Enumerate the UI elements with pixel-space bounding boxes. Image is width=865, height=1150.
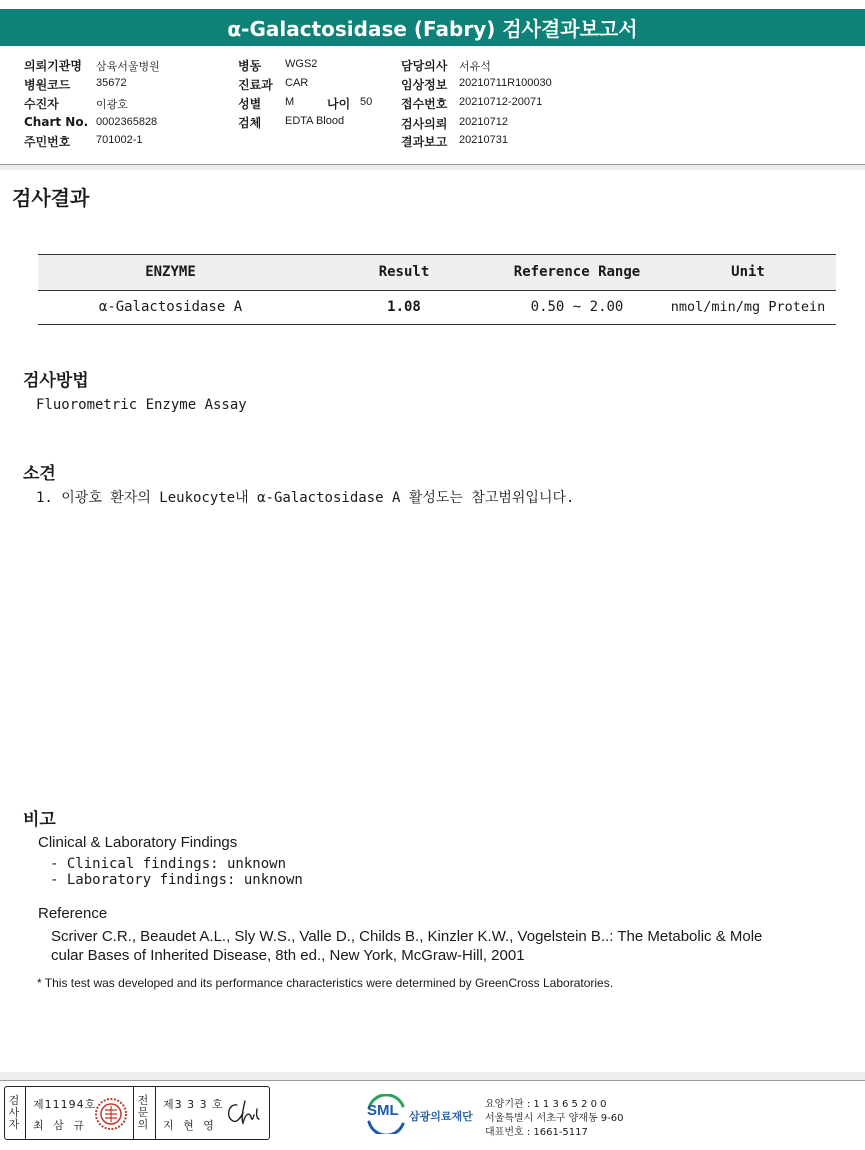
results-heading: 검사결과: [12, 186, 90, 210]
specialist-label: 전 문 의: [137, 1094, 149, 1131]
age-value: 50: [360, 96, 373, 108]
specialist-license: 제3 3 3 호: [163, 1098, 224, 1111]
sml-name: 삼광의료재단: [409, 1110, 473, 1123]
laboratory-findings-line: - Laboratory findings: unknown: [50, 872, 303, 888]
accession-label: 접수번호: [401, 97, 448, 111]
sml-logo-text: SML: [367, 1102, 399, 1119]
age-label: 나이: [327, 97, 351, 111]
findings-text: 1. 이광호 환자의 Leukocyte내 α-Galactosidase A 활성도는 참고범위입니다.: [36, 490, 575, 506]
reference-line-2: cular Bases of Inherited Disease, 8th ed., New York, McGraw-Hill, 2001: [51, 947, 525, 964]
dept-value: CAR: [285, 77, 309, 89]
footer-divider: [0, 1080, 865, 1081]
institution-value: 삼육서울병원: [96, 61, 160, 73]
sml-address: 서울특별시 서초구 양재동 9-60: [485, 1113, 624, 1124]
cell-enzyme: α-Galactosidase A: [98, 299, 243, 315]
sml-code: 요양기관 : 1 1 3 6 5 2 0 0: [485, 1099, 607, 1110]
dept-label: 진료과: [238, 78, 273, 92]
column-header-unit: Unit: [731, 264, 765, 280]
hospital-code-value: 35672: [96, 77, 127, 89]
patient-info-panel: [0, 46, 865, 166]
hospital-code-label: 병원코드: [24, 78, 71, 92]
signature-box: [4, 1086, 270, 1140]
clinical-info-label: 임상정보: [401, 78, 448, 92]
tester-name: 최 삼 규: [33, 1119, 87, 1132]
clinical-findings-line: - Clinical findings: unknown: [50, 856, 287, 872]
column-header-reference: Reference Range: [513, 264, 641, 280]
tester-label: 검 사 자: [8, 1094, 20, 1131]
rrn-label: 주민번호: [24, 135, 71, 149]
table-bottom-border: [38, 324, 836, 325]
column-header-result: Result: [378, 264, 430, 280]
specimen-value: EDTA Blood: [285, 115, 345, 127]
cell-result: 1.08: [387, 299, 421, 315]
patient-name-value: 이광호: [96, 99, 128, 111]
chart-no-label: Chart No.: [24, 115, 89, 129]
seal-icon: [94, 1097, 128, 1131]
method-text: Fluorometric Enzyme Assay: [36, 397, 247, 413]
signature-icon: [223, 1095, 263, 1129]
footer-shadow: [0, 1072, 865, 1080]
rrn-value: 701002-1: [96, 134, 143, 146]
clinical-info-value: 20210711R100030: [459, 77, 552, 89]
doctor-value: 서유석: [459, 61, 491, 73]
method-heading: 검사방법: [23, 371, 89, 391]
sex-value: M: [285, 96, 295, 108]
sml-phone: 대표번호 : 1661-5117: [485, 1127, 588, 1138]
ward-label: 병동: [238, 59, 262, 73]
specialist-name: 지 현 영: [163, 1119, 217, 1132]
cell-unit: nmol/min/mg Protein: [670, 299, 826, 315]
accession-value: 20210712-20071: [459, 96, 543, 108]
sex-label: 성별: [238, 97, 262, 111]
header-shadow: [0, 165, 865, 170]
report-date-label: 결과보고: [401, 135, 448, 149]
ward-value: WGS2: [285, 58, 318, 70]
request-date-value: 20210712: [459, 116, 508, 128]
tester-license: 제11194호: [33, 1098, 97, 1111]
doctor-label: 담당의사: [401, 59, 448, 73]
cell-reference-range: 0.50 ~ 2.00: [530, 299, 624, 315]
clinical-findings-heading: Clinical & Laboratory Findings: [38, 834, 238, 851]
report-title: α-Galactosidase (Fabry) 검사결과보고서: [0, 9, 865, 46]
chart-no-value: 0002365828: [96, 116, 158, 128]
specimen-label: 검체: [238, 116, 262, 130]
institution-label: 의뢰기관명: [24, 59, 82, 73]
reference-line-1: Scriver C.R., Beaudet A.L., Sly W.S., Valle D., Childs B., Kinzler K.W., Vogelstein B..: The Metabolic & Mole: [51, 928, 763, 945]
column-header-enzyme: ENZYME: [145, 264, 196, 280]
reference-heading: Reference: [38, 905, 108, 922]
report-date-value: 20210731: [459, 134, 508, 146]
performance-note: * This test was developed and its performance characteristics were determined by GreenCross Laboratories.: [37, 976, 614, 990]
request-date-label: 검사의뢰: [401, 117, 448, 131]
patient-label: 수진자: [24, 97, 59, 111]
findings-heading: 소견: [23, 464, 56, 484]
remarks-heading: 비고: [23, 810, 56, 830]
